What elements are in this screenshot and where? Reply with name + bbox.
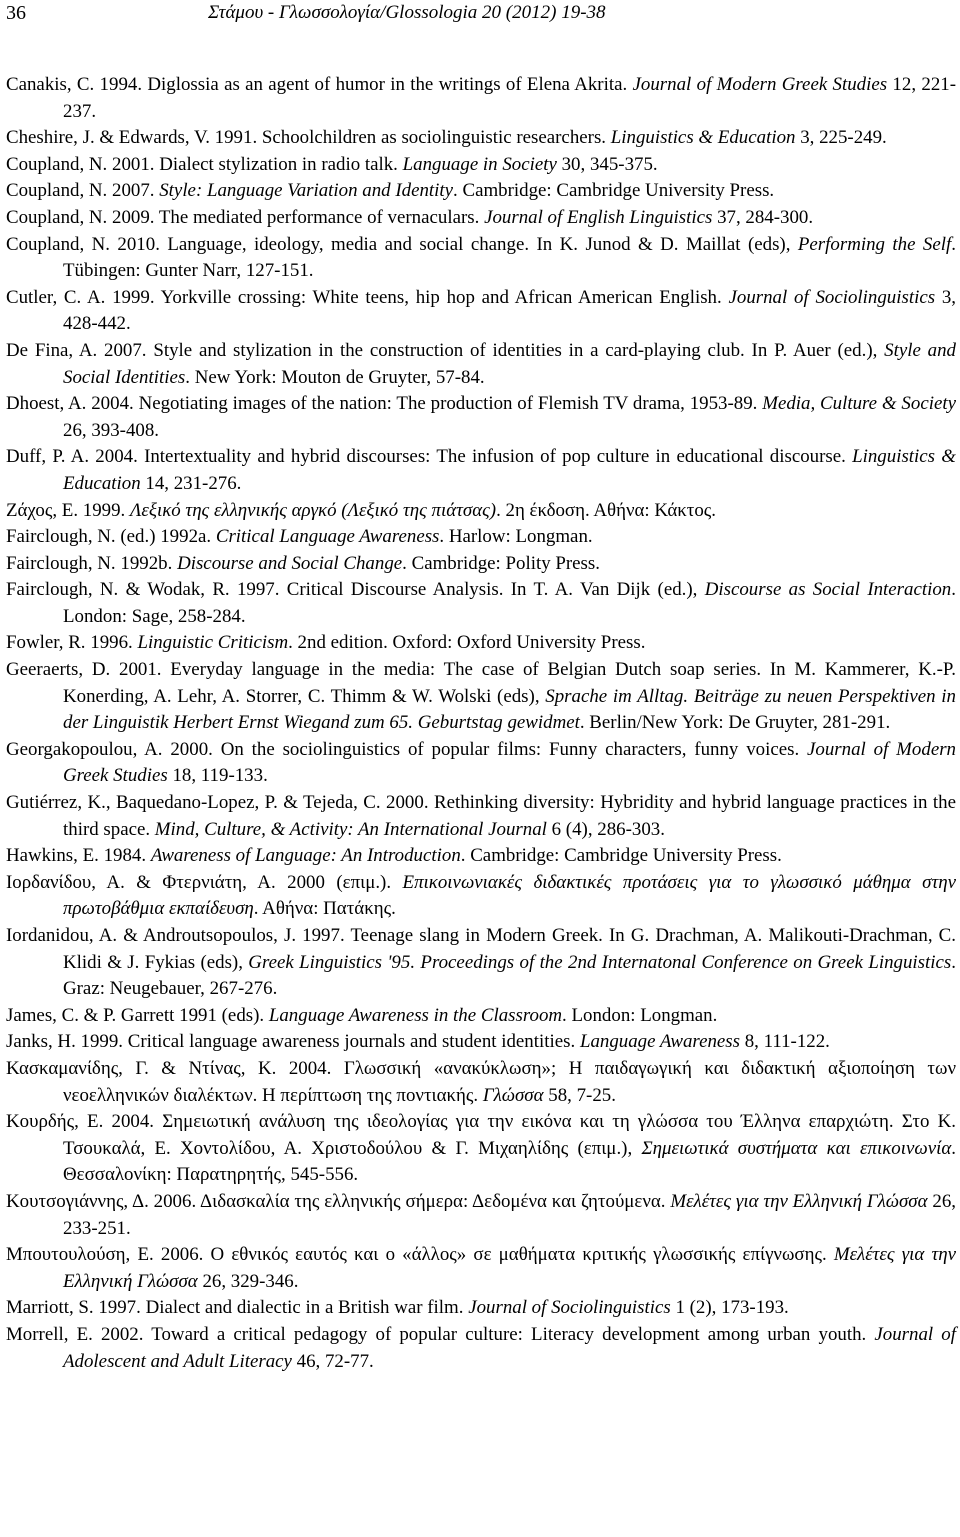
- reference-entry: [6, 444, 956, 497]
- reference-title: Greek Linguistics '95. Proceedings of the 2nd Internatonal Conference on Greek Linguistics: [248, 951, 952, 973]
- reference-text: 26, 329-346.: [197, 1270, 299, 1292]
- reference-title: Journal of Sociolinguistics: [728, 286, 936, 308]
- reference-title: Μελέτες για την Ελληνική Γλώσσα: [63, 1244, 956, 1292]
- reference-text: 12, 221-237.: [63, 74, 956, 122]
- reference-text: 46, 72-77.: [291, 1350, 374, 1372]
- reference-entry: [6, 1056, 956, 1109]
- reference-entry: [6, 551, 956, 578]
- reference-entry: [6, 657, 956, 737]
- reference-title: Journal of Adolescent and Adult Literacy: [63, 1323, 956, 1372]
- reference-title: Media, Culture & Society: [762, 393, 956, 415]
- reference-text: Fairclough, N. & Wodak, R. 1997. Critical Discourse Analysis. In T. A. Van Dijk (ed.),: [6, 579, 705, 601]
- reference-text: Coupland, N. 2009. The mediated performance of vernaculars.: [6, 206, 485, 228]
- reference-entry: [6, 1029, 956, 1056]
- reference-text: Marriott, S. 1997. Dialect and dialectic in a British war film.: [6, 1297, 469, 1319]
- reference-text: Ιορδανίδου, Α. & Φτερνιάτη, Α. 2000 (επιμ.).: [6, 871, 403, 893]
- reference-title: Linguistics & Education: [63, 446, 956, 494]
- reference-entry: [6, 391, 956, 444]
- reference-entry: [6, 178, 956, 205]
- reference-entry: [6, 72, 956, 125]
- reference-text: 3, 428-442.: [63, 286, 957, 335]
- reference-text: . New York: Mouton de Gruyter, 57-84.: [185, 366, 485, 388]
- reference-title: Language Awareness in the Classroom: [268, 1004, 563, 1026]
- reference-title: Mind, Culture, & Activity: An International Journal: [154, 818, 547, 840]
- reference-entry: [6, 1003, 956, 1030]
- reference-text: Fairclough, N. 1992b.: [6, 552, 178, 574]
- reference-text: James, C. & P. Garrett 1991 (eds).: [6, 1004, 269, 1026]
- reference-entry: [6, 1322, 956, 1375]
- reference-text: . Tübingen: Gunter Narr, 127-151.: [63, 233, 956, 282]
- reference-title: Linguistics & Education: [610, 127, 796, 149]
- reference-text: 30, 345-375.: [556, 153, 658, 175]
- reference-title: Language Awareness: [579, 1031, 740, 1053]
- reference-entry: [6, 790, 956, 843]
- reference-text: Fowler, R. 1996.: [6, 632, 138, 654]
- reference-entry: [6, 1295, 956, 1322]
- reference-text: 6 (4), 286-303.: [546, 818, 665, 840]
- reference-title: Performing the Self: [797, 233, 952, 255]
- running-head: Στάμου - Γλωσσολογία/Glossologia 20 (2012) 19-38: [208, 2, 606, 23]
- reference-text: Μπουτουλούση, Ε. 2006. Ο εθνικός εαυτός και ο «άλλος» σε μαθήματα κριτικής γλωσσικής επίγνωσης.: [6, 1244, 834, 1266]
- reference-title: Journal of English Linguistics: [484, 206, 713, 228]
- reference-text: De Fina, A. 2007. Style and stylization in the construction of identities in a card-playing club. In P. Auer (ed.),: [6, 339, 885, 361]
- reference-title: Critical Language Awareness: [215, 526, 440, 548]
- reference-title: Επικοινωνιακές διδακτικές προτάσεις για το γλωσσικό μάθημα στην πρωτοβάθμια εκπαίδευση: [63, 871, 956, 920]
- reference-entry: [6, 1242, 956, 1295]
- reference-title: Μελέτες για την Ελληνική Γλώσσα: [670, 1190, 928, 1212]
- reference-title: Style and Social Identities: [63, 339, 956, 388]
- reference-text: 26, 393-408.: [63, 419, 160, 441]
- reference-entry: [6, 338, 956, 391]
- reference-text: . Graz: Neugebauer, 267-276.: [63, 951, 956, 1000]
- page-number: 36: [6, 2, 26, 24]
- reference-text: . Harlow: Longman.: [439, 526, 593, 548]
- reference-text: . Cambridge: Cambridge University Press.: [460, 845, 782, 867]
- reference-text: Ζάχος, Ε. 1999.: [6, 499, 130, 521]
- reference-entry: [6, 524, 956, 551]
- reference-text: Gutiérrez, K., Baquedano-Lopez, P. & Tejeda, C. 2000. Rethinking diversity: Hybridity and hybrid language practices in the third space.: [6, 792, 956, 840]
- reference-text: . Θεσσαλονίκη: Παρατηρητής, 545-556.: [63, 1137, 956, 1186]
- reference-entry: [6, 577, 956, 630]
- reference-text: . Αθήνα: Πατάκης.: [253, 898, 396, 920]
- reference-entry: [6, 1109, 956, 1189]
- reference-title: Language in Society: [402, 153, 557, 175]
- reference-text: 8, 111-122.: [740, 1031, 830, 1053]
- reference-text: Iordanidou, A. & Androutsopoulos, J. 1997. Teenage slang in Modern Greek. In G. Drachman, A. Malikouti-Drachman, C. Klidi & J. Fykias (eds),: [6, 925, 956, 973]
- reference-entry: [6, 923, 956, 1003]
- reference-text: 1 (2), 173-193.: [670, 1297, 789, 1319]
- reference-title: Journal of Modern Greek Studies: [63, 738, 956, 787]
- reference-text: . 2nd edition. Oxford: Oxford University Press.: [288, 632, 646, 654]
- reference-title: Linguistic Criticism: [137, 632, 289, 654]
- reference-text: Dhoest, A. 2004. Negotiating images of the nation: The production of Flemish TV drama, 1953-89.: [6, 393, 763, 415]
- reference-title: Σημειωτικά συστήματα και επικοινωνία: [641, 1137, 952, 1159]
- reference-text: Hawkins, E. 1984.: [6, 845, 151, 867]
- reference-entry: [6, 737, 956, 790]
- reference-text: Coupland, N. 2010. Language, ideology, media and social change. In K. Junod & D. Maillat (eds),: [6, 233, 798, 255]
- reference-text: . 2η έκδοση. Αθήνα: Κάκτος.: [496, 499, 716, 521]
- reference-text: . Cambridge: Polity Press.: [402, 552, 600, 574]
- reference-entry: [6, 1189, 956, 1242]
- reference-text: Morrell, E. 2002. Toward a critical pedagogy of popular culture: Literacy development among urban youth.: [6, 1323, 875, 1345]
- reference-text: Κασκαμανίδης, Γ. & Ντίνας, Κ. 2004. Γλωσσική «ανακύκλωση»; Η παιδαγωγική και διδακτική αξιοποίηση των νεοελληνικών διαλέκτων. Η περίπτωση της ποντιακής.: [6, 1057, 956, 1106]
- reference-text: . London: Sage, 258-284.: [63, 579, 956, 627]
- reference-text: Duff, P. A. 2004. Intertextuality and hybrid discourses: The infusion of pop culture in educational discourse.: [6, 446, 853, 468]
- reference-title: Λεξικό της ελληνικής αργκό (Λεξικό της πιάτσας): [130, 499, 497, 521]
- reference-entry: [6, 125, 956, 152]
- reference-title: Sprache im Alltag. Beiträge zu neuen Perspektiven in der Linguistik Herbert Ernst Wiegand zum 65. Geburtstag gewidmet: [63, 685, 956, 734]
- reference-text: 58, 7-25.: [543, 1084, 616, 1106]
- reference-text: 14, 231-276.: [140, 472, 242, 494]
- reference-text: Fairclough, N. (ed.) 1992a.: [6, 526, 216, 548]
- reference-text: Canakis, C. 1994. Diglossia as an agent of humor in the writings of Elena Akrita.: [6, 74, 633, 95]
- reference-entry: [6, 630, 956, 657]
- reference-text: Coupland, N. 2001. Dialect stylization in radio talk.: [6, 153, 403, 175]
- reference-text: Coupland, N. 2007.: [6, 180, 160, 202]
- reference-text: Georgakopoulou, A. 2000. On the sociolinguistics of popular films: Funny characters, funny voices.: [6, 738, 808, 760]
- reference-title: Style: Language Variation and Identity: [159, 180, 454, 202]
- reference-text: 26, 233-251.: [63, 1190, 956, 1239]
- reference-entry: [6, 232, 956, 285]
- reference-entry: [6, 205, 956, 232]
- page-header: [0, 0, 960, 40]
- reference-text: . Cambridge: Cambridge University Press.: [453, 180, 775, 202]
- reference-text: . Berlin/New York: De Gruyter, 281-291.: [579, 712, 891, 734]
- reference-text: Cheshire, J. & Edwards, V. 1991. Schoolchildren as sociolinguistic researchers.: [6, 127, 611, 149]
- reference-text: Κουρδής, Ε. 2004. Σημειωτική ανάλυση της ιδεολογίας για την εικόνα και τη γλώσσα του Έλληνα επαρχιώτη. Στο Κ. Τσουκαλά, Ε. Χοντολίδου, Α. Χριστοδούλου & Γ. Μιχαηλίδης (επιμ.),: [6, 1111, 956, 1159]
- reference-entry: [6, 870, 956, 923]
- reference-title: Journal of Modern Greek Studies: [632, 74, 888, 95]
- reference-title: Discourse as Social Interaction: [704, 579, 952, 601]
- reference-title: Awareness of Language: An Introduction: [150, 845, 461, 867]
- reference-entry: [6, 152, 956, 179]
- reference-list: [6, 72, 956, 1375]
- reference-text: 37, 284-300.: [712, 206, 814, 228]
- reference-title: Journal of Sociolinguistics: [468, 1297, 671, 1319]
- reference-text: 3, 225-249.: [795, 127, 887, 149]
- reference-entry: [6, 498, 956, 525]
- reference-text: 18, 119-133.: [167, 765, 268, 787]
- reference-text: Κουτσογιάννης, Δ. 2006. Διδασκαλία της ελληνικής σήμερα: Δεδομένα και ζητούμενα.: [6, 1190, 671, 1212]
- reference-title: Discourse and Social Change: [177, 552, 403, 574]
- reference-text: Geeraerts, D. 2001. Everyday language in the media: The case of Belgian Dutch soap series. In M. Kammerer, K.-P. Konerding, A. Lehr, A. Storrer, C. Thimm & W. Wolski (eds),: [6, 659, 956, 707]
- reference-text: . London: Longman.: [562, 1004, 718, 1026]
- reference-title: Γλώσσα: [482, 1084, 544, 1106]
- reference-entry: [6, 843, 956, 870]
- reference-text: Janks, H. 1999. Critical language awareness journals and student identities.: [6, 1031, 580, 1053]
- reference-entry: [6, 285, 956, 338]
- reference-text: Cutler, C. A. 1999. Yorkville crossing: White teens, hip hop and African American English.: [6, 286, 729, 308]
